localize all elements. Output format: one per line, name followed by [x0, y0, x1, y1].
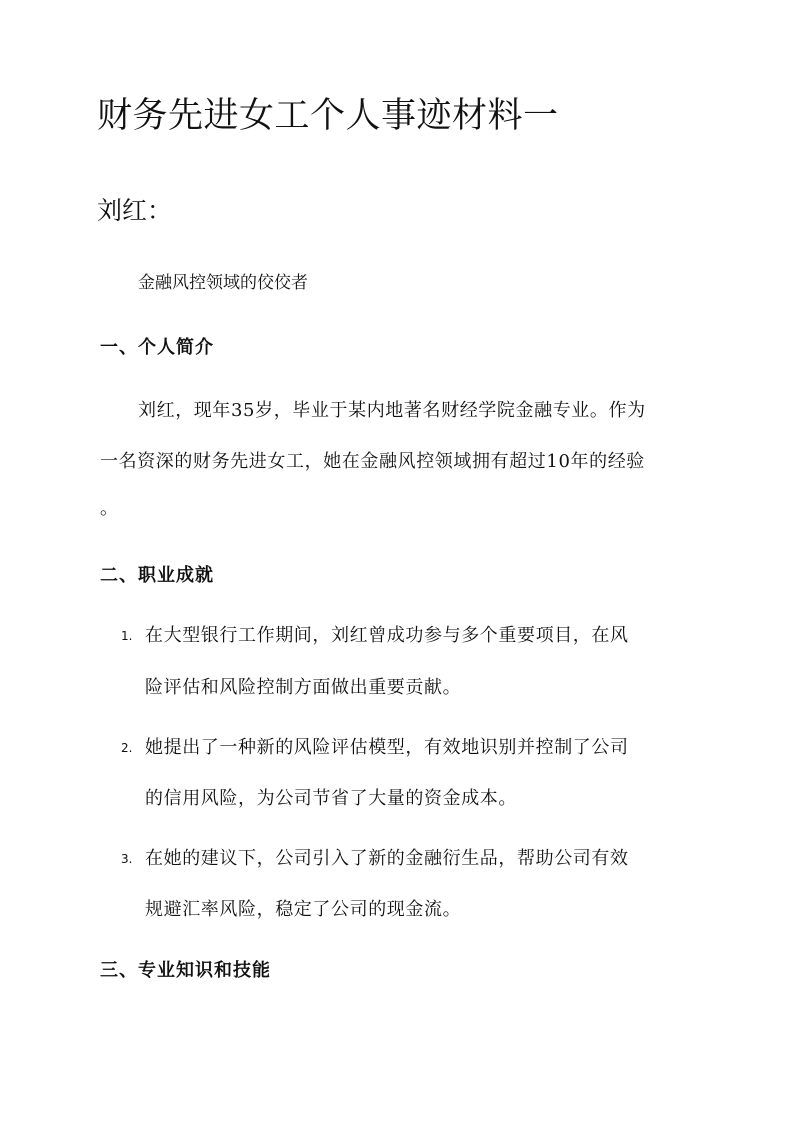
list-item-line: 规避汇率风险，稳定了公司的现金流。 — [145, 899, 462, 920]
document-title: 财务先进女工个人事迹材料一 — [97, 96, 559, 136]
list-item-line: 她提出了一种新的风险评估模型，有效地识别并控制了公司 — [145, 737, 629, 758]
intro-paragraph-line: 一名资深的财务先进女工，她在金融风控领域拥有超过10年的经验 — [100, 451, 645, 472]
name-heading: 刘红： — [97, 196, 173, 225]
list-item-line: 在她的建议下，公司引入了新的金融衍生品，帮助公司有效 — [145, 848, 629, 869]
intro-paragraph-line: 刘红，现年35岁，毕业于某内地著名财经学院金融专业。作为 — [138, 400, 646, 421]
section-heading-achievements: 二、职业成就 — [100, 565, 214, 586]
section-heading-intro: 一、个人简介 — [100, 337, 214, 358]
list-item-line: 险评估和风险控制方面做出重要贡献。 — [145, 677, 462, 698]
list-number: 3. — [121, 852, 133, 866]
list-number: 1. — [121, 629, 133, 643]
section-heading-skills: 三、专业知识和技能 — [100, 960, 271, 981]
list-number: 2. — [121, 741, 133, 755]
list-item-line: 的信用风险，为公司节省了大量的资金成本。 — [145, 788, 517, 809]
subtitle: 金融风控领域的佼佼者 — [138, 273, 308, 293]
list-item-line: 在大型银行工作期间，刘红曾成功参与多个重要项目，在风 — [145, 625, 629, 646]
intro-paragraph-line: 。 — [100, 498, 119, 519]
